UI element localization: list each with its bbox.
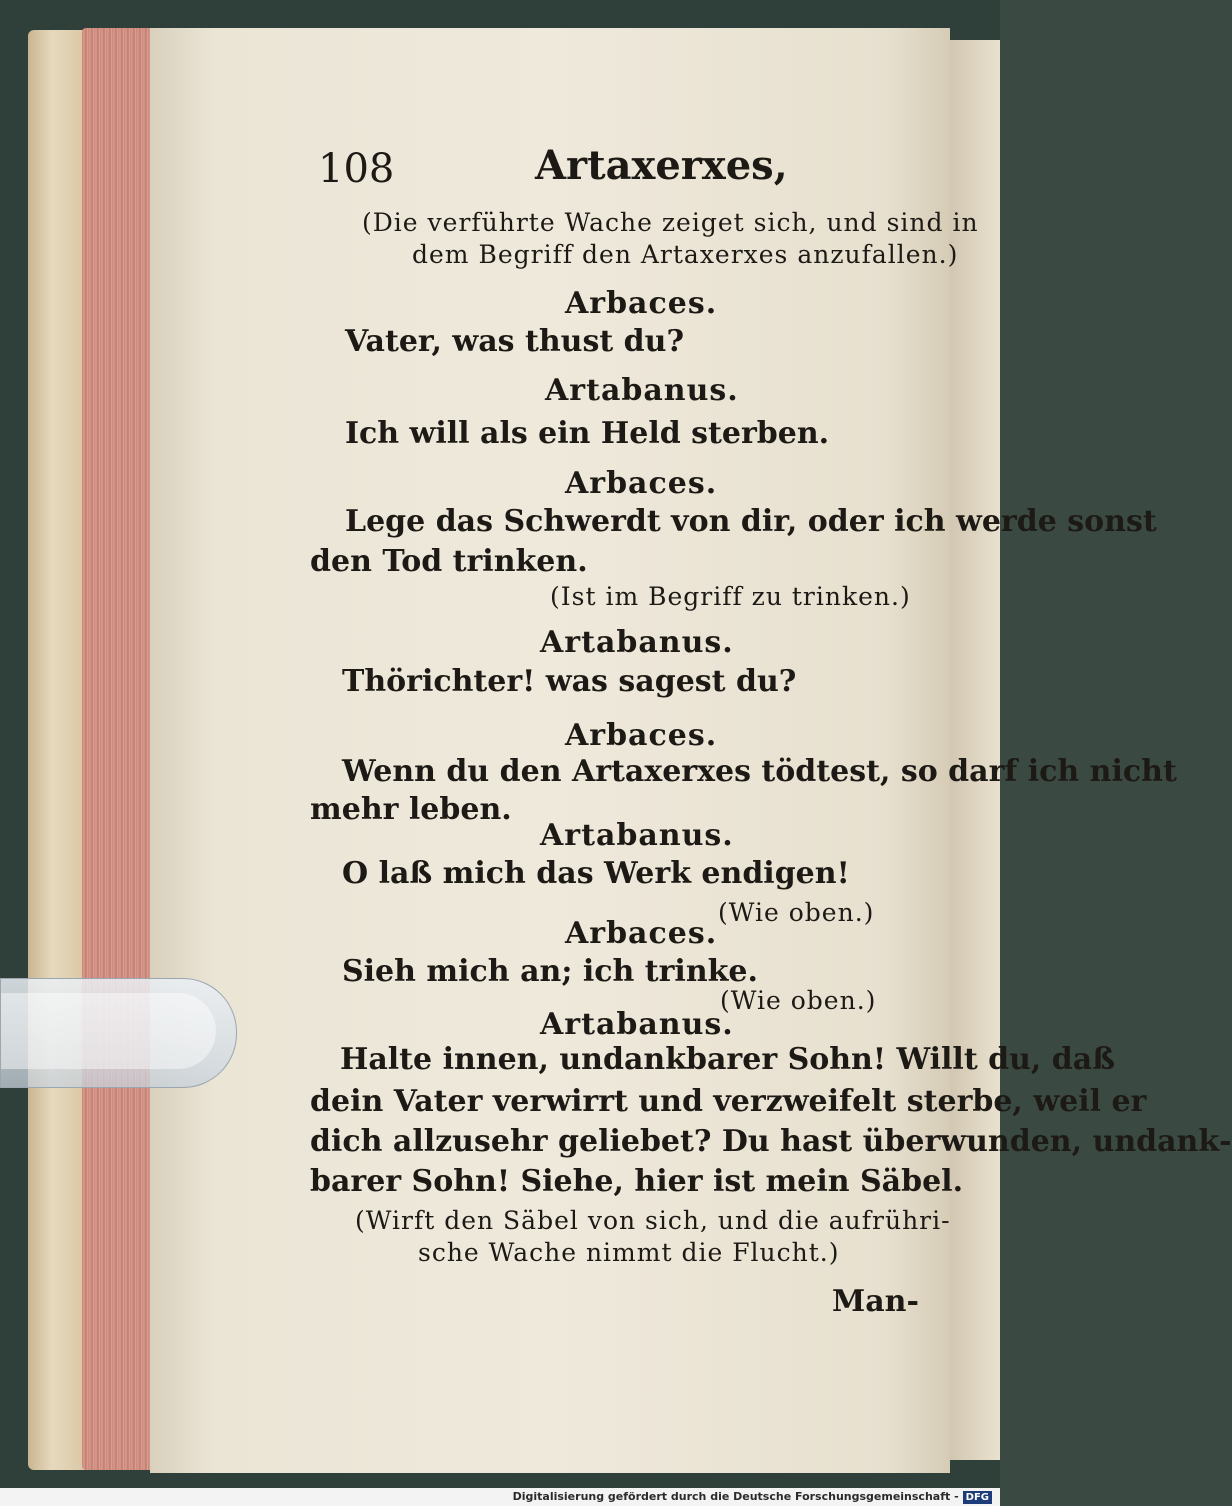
- stage-direction: (Wie oben.): [718, 898, 875, 927]
- page-number: 108: [318, 146, 395, 192]
- stage-direction: (Die verführte Wache zeiget sich, und sind in: [362, 208, 979, 237]
- dialogue-line: barer Sohn! Siehe, hier ist mein Säbel.: [310, 1164, 964, 1199]
- speaker-name: Artabanus.: [540, 818, 734, 853]
- speaker-name: Artabanus.: [540, 1007, 734, 1042]
- dialogue-line: dich allzusehr geliebet? Du hast überwunden, undank‐: [310, 1124, 1232, 1159]
- stage-direction: dem Begriff den Artaxerxes anzufallen.): [412, 240, 959, 269]
- dfg-logo: DFG: [963, 1491, 992, 1504]
- stage-direction: sche Wache nimmt die Flucht.): [418, 1238, 840, 1267]
- book-clip: [0, 978, 237, 1088]
- catchword: Man‐: [832, 1284, 919, 1319]
- speaker-name: Arbaces.: [565, 916, 718, 951]
- stage-direction: (Wie oben.): [720, 986, 877, 1015]
- speaker-name: Arbaces.: [565, 466, 718, 501]
- dialogue-line: Halte innen, undankbarer Sohn! Willt du, daß: [340, 1042, 1116, 1077]
- speaker-name: Artabanus.: [540, 625, 734, 660]
- footer-credit: [513, 1488, 992, 1506]
- dialogue-line: Thörichter! was sagest du?: [342, 664, 797, 699]
- dialogue-line: mehr leben.: [310, 792, 512, 827]
- stage-direction: (Ist im Begriff zu trinken.): [550, 582, 911, 611]
- footer-credit-text: Digitalisierung gefördert durch die Deutsche Forschungsgemeinschaft -: [512, 1490, 959, 1503]
- speaker-name: Artabanus.: [545, 373, 739, 408]
- dialogue-line: Wenn du den Artaxerxes tödtest, so darf ich nicht: [342, 754, 1177, 789]
- speaker-name: Arbaces.: [565, 286, 718, 321]
- dialogue-line: Lege das Schwerdt von dir, oder ich werde sonst: [345, 504, 1157, 539]
- book-red-edge: [82, 28, 160, 1470]
- dialogue-line: dein Vater verwirrt und verzweifelt sterbe, weil er: [310, 1084, 1147, 1119]
- dialogue-line: O laß mich das Werk endigen!: [342, 856, 850, 891]
- dialogue-line: Sieh mich an; ich trinke.: [342, 954, 758, 989]
- dialogue-line: Ich will als ein Held sterben.: [345, 416, 830, 451]
- running-title: Artaxerxes,: [535, 142, 788, 189]
- speaker-name: Arbaces.: [565, 718, 718, 753]
- dialogue-line: den Tod trinken.: [310, 544, 588, 579]
- book-fore-edge: [28, 30, 88, 1470]
- dialogue-line: Vater, was thust du?: [345, 324, 685, 359]
- stage-direction: (Wirft den Säbel von sich, und die aufrühri‐: [355, 1206, 951, 1235]
